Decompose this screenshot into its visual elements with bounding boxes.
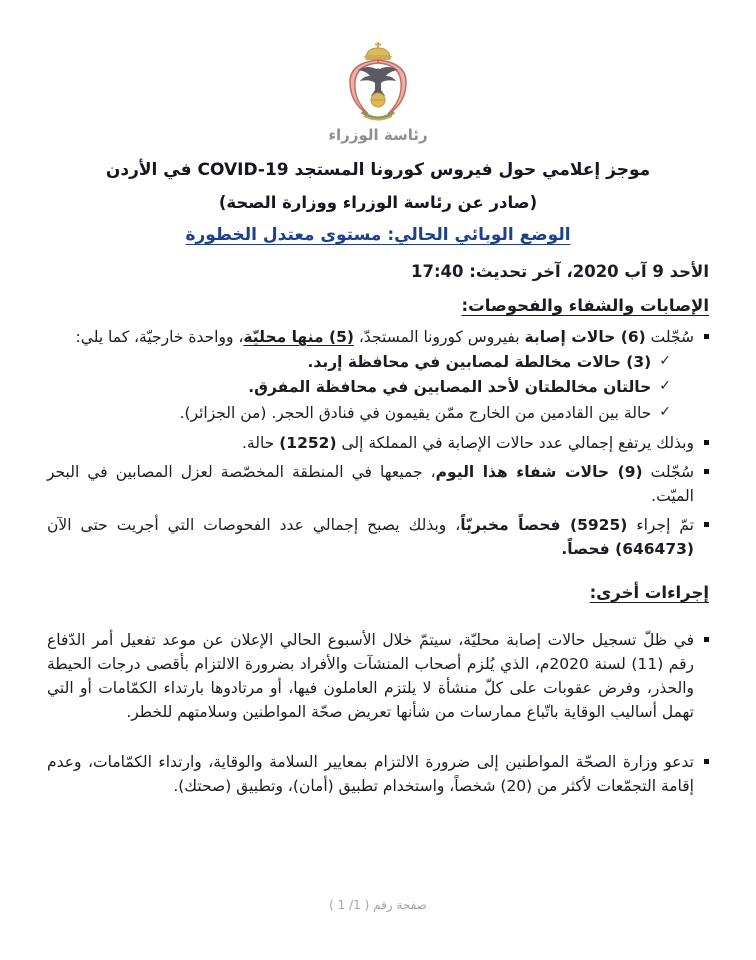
document-subtitle: (صادر عن رئاسة الوزراء ووزارة الصحة) bbox=[218, 193, 538, 212]
bullet-new-cases-text bbox=[76, 325, 694, 349]
procedures-section-body bbox=[0, 628, 756, 798]
section-heading-stats: الإصابات والشفاء والفحوصات: bbox=[461, 296, 709, 315]
bullet-lab-tests-text bbox=[47, 513, 694, 561]
text-segment-bold: (646473) فحصاً. bbox=[561, 539, 694, 558]
text-segment-bold: (5925) فحصاً مخبريّاً bbox=[460, 515, 628, 534]
bullet-recoveries bbox=[47, 460, 709, 508]
text-segment: ، جميعها في المنطقة المخصّصة لعزل المصابين في البحر الميّت. bbox=[47, 462, 694, 505]
bullet-defense-order-text: في ظلّ تسجيل حالات إصابة محليّة، سيتمّ خلال الأسبوع الحالي الإعلان عن موعد تفعيل أمر الدّفاع رقم (11) لسنة 2020م، الذي يُلزم أصحاب المنشآت والأفراد بضرورة الالتزام بأقصى درجات الحيطة والحذر، وفرض عقوبات على كلّ منشأة لا يلتزم العاملون فيها، أو مرتادوها بارتداء الكمّامات أو التي تهمل أساليب الوقاية باتّباع ممارسات من شأنها تعريض صحّة المواطنين وسلامتهم للخطر. bbox=[47, 630, 694, 721]
bullet-health-ministry-call bbox=[47, 750, 709, 798]
epidemic-status-line: الوضع الوبائي الحالي: مستوى معتدل الخطورة bbox=[185, 225, 571, 245]
bullet-defense-order bbox=[47, 628, 709, 724]
bullet-total-cases-text bbox=[242, 431, 694, 455]
bullet-lab-tests bbox=[47, 513, 709, 561]
logo-block bbox=[0, 0, 756, 144]
text-segment: تمّ إجراء bbox=[627, 515, 694, 534]
text-segment-bold: (9) حالات شفاء هذا اليوم bbox=[435, 462, 643, 481]
bullet-new-cases bbox=[47, 325, 709, 349]
stats-section-body bbox=[0, 325, 756, 561]
section-heading-procedures: إجراءات أخرى: bbox=[589, 582, 709, 602]
bullet-square-icon bbox=[704, 637, 709, 642]
bullet-square-icon bbox=[704, 759, 709, 764]
check-item-abroad bbox=[47, 402, 709, 425]
document-title: موجز إعلامي حول فيروس كورونا المستجد COVID-19 في الأردن bbox=[105, 160, 651, 180]
text-segment-bold: (1252) bbox=[279, 433, 337, 452]
bullet-recoveries-text bbox=[47, 460, 694, 508]
bullet-health-ministry-call-text: تدعو وزارة الصحّة المواطنين إلى ضرورة الالتزام بمعايير السلامة والوقاية، وارتداء الكمّامات، وعدم إقامة التجمّعات لأكثر من (20) شخصاً، واستخدام تطبيق (أمان)، وتطبيق (صحتك). bbox=[47, 752, 694, 795]
text-segment-bold: (6) حالات إصابة bbox=[524, 328, 646, 346]
check-item-mafraq bbox=[47, 376, 709, 399]
text-segment: سُجّلت bbox=[642, 462, 694, 481]
check-item-abroad-text: حالة بين القادمين من الخارج ممّن يقيمون في فنادق الحجر. (من الجزائر). bbox=[179, 403, 652, 422]
bullet-square-icon bbox=[704, 522, 709, 527]
text-segment-bold-underline: (5) منها محليّة bbox=[243, 328, 354, 346]
page-number: صفحة رقم ( 1/ 1 ) bbox=[329, 898, 427, 912]
text-segment: بفيروس كورونا المستجدّ، bbox=[353, 328, 525, 346]
jordan-emblem-icon bbox=[320, 40, 436, 124]
bullet-square-icon bbox=[704, 334, 709, 339]
text-segment: حالة. bbox=[242, 433, 280, 452]
check-item-irbid bbox=[47, 351, 709, 374]
bullet-square-icon bbox=[704, 440, 709, 445]
check-icon: ✓ bbox=[659, 378, 671, 395]
text-segment: وبذلك يرتفع إجمالي عدد حالات الإصابة في المملكة إلى bbox=[336, 433, 694, 452]
check-icon: ✓ bbox=[659, 353, 671, 370]
date-updated-line: الأحد 9 آب 2020، آخر تحديث: 17:40 bbox=[411, 262, 709, 281]
prime-ministry-signature: رئاسة الوزراء bbox=[328, 126, 428, 144]
bullet-total-cases bbox=[47, 431, 709, 455]
text-segment: ، وبذلك يصبح إجمالي عدد الفحوصات التي أجريت حتى الآن bbox=[47, 515, 461, 534]
check-item-irbid-text: (3) حالات مخالطة لمصابين في محافظة إربد. bbox=[307, 353, 652, 372]
check-item-mafraq-text: حالتان مخالطتان لأحد المصابين في محافظة المفرق. bbox=[248, 378, 652, 397]
bullet-square-icon bbox=[704, 469, 709, 474]
text-segment: سُجّلت bbox=[645, 328, 694, 346]
check-icon: ✓ bbox=[659, 403, 671, 420]
text-segment: ، وواحدة خارجيّة، كما يلي: bbox=[75, 328, 244, 346]
